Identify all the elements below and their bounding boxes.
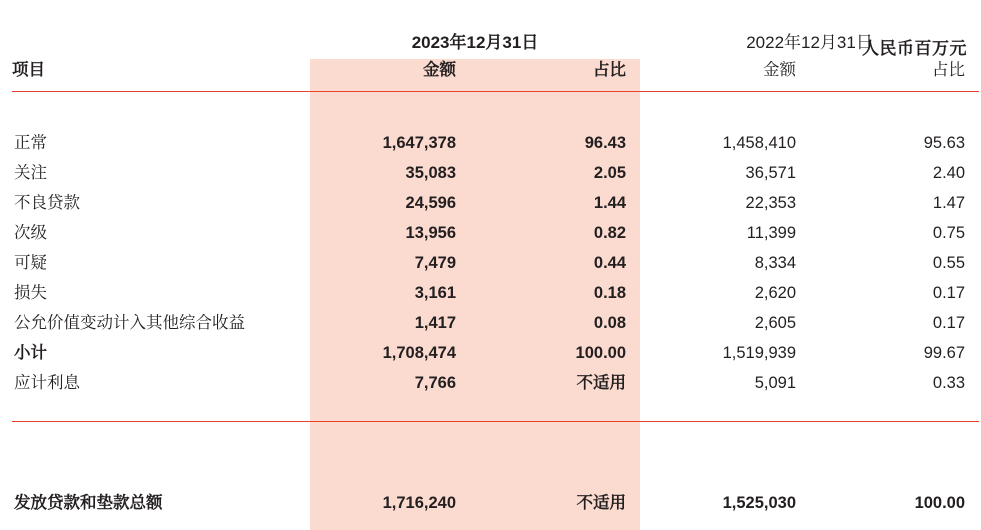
row-amount-2023: 1,647,378	[382, 134, 456, 152]
table-body	[12, 92, 979, 512]
year-header-2022: 2022年12月31日	[746, 33, 873, 52]
table-row	[12, 302, 979, 332]
row-label: 小计	[14, 344, 47, 362]
row-label: 关注	[14, 164, 47, 182]
row-ratio-2023: 96.43	[584, 134, 627, 152]
row-ratio-2023: 0.44	[593, 254, 627, 272]
row-amount-2023: 3,161	[414, 284, 456, 302]
header-amount-2022: 金额	[763, 61, 797, 79]
total-amount-2022: 1,525,030	[722, 494, 797, 512]
table-row	[12, 212, 979, 242]
header-item: 项目	[12, 61, 45, 79]
table-row	[12, 182, 979, 212]
row-label: 不良贷款	[14, 194, 80, 212]
row-amount-2022: 36,571	[745, 164, 797, 182]
header-ratio-2022: 占比	[932, 61, 966, 79]
total-amount-2023: 1,716,240	[382, 494, 456, 512]
row-ratio-2023: 0.08	[593, 314, 627, 332]
top-gap-cell	[12, 92, 979, 122]
row-ratio-2022: 2.40	[932, 164, 966, 182]
post-rule-gap	[12, 452, 979, 482]
total-rule	[12, 422, 979, 452]
top-gap	[12, 92, 979, 122]
row-amount-2022: 5,091	[754, 374, 797, 392]
row-amount-2022: 2,605	[754, 314, 797, 332]
pre-total-gap-cell	[12, 392, 979, 422]
row-label: 公允价值变动计入其他综合收益	[14, 314, 245, 332]
row-amount-2022: 22,353	[745, 194, 797, 212]
year-header-spacer	[12, 32, 310, 62]
financial-table-page	[0, 32, 981, 530]
row-label: 次级	[14, 224, 47, 242]
column-header-row	[12, 62, 979, 91]
row-amount-2022: 1,519,939	[722, 344, 797, 362]
row-amount-2022: 2,620	[754, 284, 797, 302]
table-row	[12, 122, 979, 152]
total-label: 发放贷款和垫款总额	[14, 494, 163, 512]
row-label: 损失	[14, 284, 47, 302]
row-amount-2023: 7,479	[414, 254, 456, 272]
row-ratio-2023: 不适用	[576, 374, 627, 392]
year-header-row	[12, 32, 979, 62]
row-amount-2023: 35,083	[405, 164, 456, 182]
post-rule-gap-cell	[12, 452, 979, 482]
row-amount-2023: 24,596	[405, 194, 456, 212]
row-ratio-2022: 0.17	[932, 314, 966, 332]
row-amount-2022: 11,399	[746, 224, 797, 242]
row-ratio-2022: 0.75	[932, 224, 966, 242]
row-label: 可疑	[14, 254, 47, 272]
table-row	[12, 242, 979, 272]
total-ratio-2022: 100.00	[914, 494, 966, 512]
header-amount-2023: 金额	[423, 61, 456, 79]
row-ratio-2023: 1.44	[593, 194, 627, 212]
row-ratio-2022: 0.55	[932, 254, 966, 272]
table-row-subtotal	[12, 332, 979, 362]
row-label: 正常	[14, 134, 47, 152]
row-amount-2022: 8,334	[754, 254, 797, 272]
row-ratio-2022: 99.67	[923, 344, 966, 362]
row-ratio-2023: 0.82	[593, 224, 627, 242]
row-label: 应计利息	[14, 374, 80, 392]
row-ratio-2022: 1.47	[932, 194, 966, 212]
pre-total-gap	[12, 392, 979, 422]
row-amount-2023: 1,417	[414, 314, 456, 332]
row-ratio-2022: 95.63	[923, 134, 966, 152]
table-header	[12, 32, 979, 92]
row-ratio-2023: 0.18	[593, 284, 627, 302]
table-row	[12, 272, 979, 302]
table-row	[12, 362, 979, 392]
unit-note: 人民币百万元	[862, 39, 967, 58]
row-ratio-2022: 0.33	[932, 374, 966, 392]
table-row	[12, 152, 979, 182]
table-row-total	[12, 482, 979, 512]
row-amount-2022: 1,458,410	[722, 134, 797, 152]
total-ratio-2023: 不适用	[576, 494, 627, 512]
total-rule-line	[12, 422, 979, 452]
row-ratio-2023: 100.00	[575, 344, 627, 362]
row-ratio-2022: 0.17	[932, 284, 966, 302]
row-ratio-2023: 2.05	[593, 164, 627, 182]
row-amount-2023: 1,708,474	[382, 344, 456, 362]
header-ratio-2023: 占比	[593, 61, 627, 79]
year-header-2023: 2023年12月31日	[411, 33, 539, 52]
row-amount-2023: 13,956	[405, 224, 456, 242]
row-amount-2023: 7,766	[414, 374, 456, 392]
loan-quality-table	[12, 32, 979, 512]
